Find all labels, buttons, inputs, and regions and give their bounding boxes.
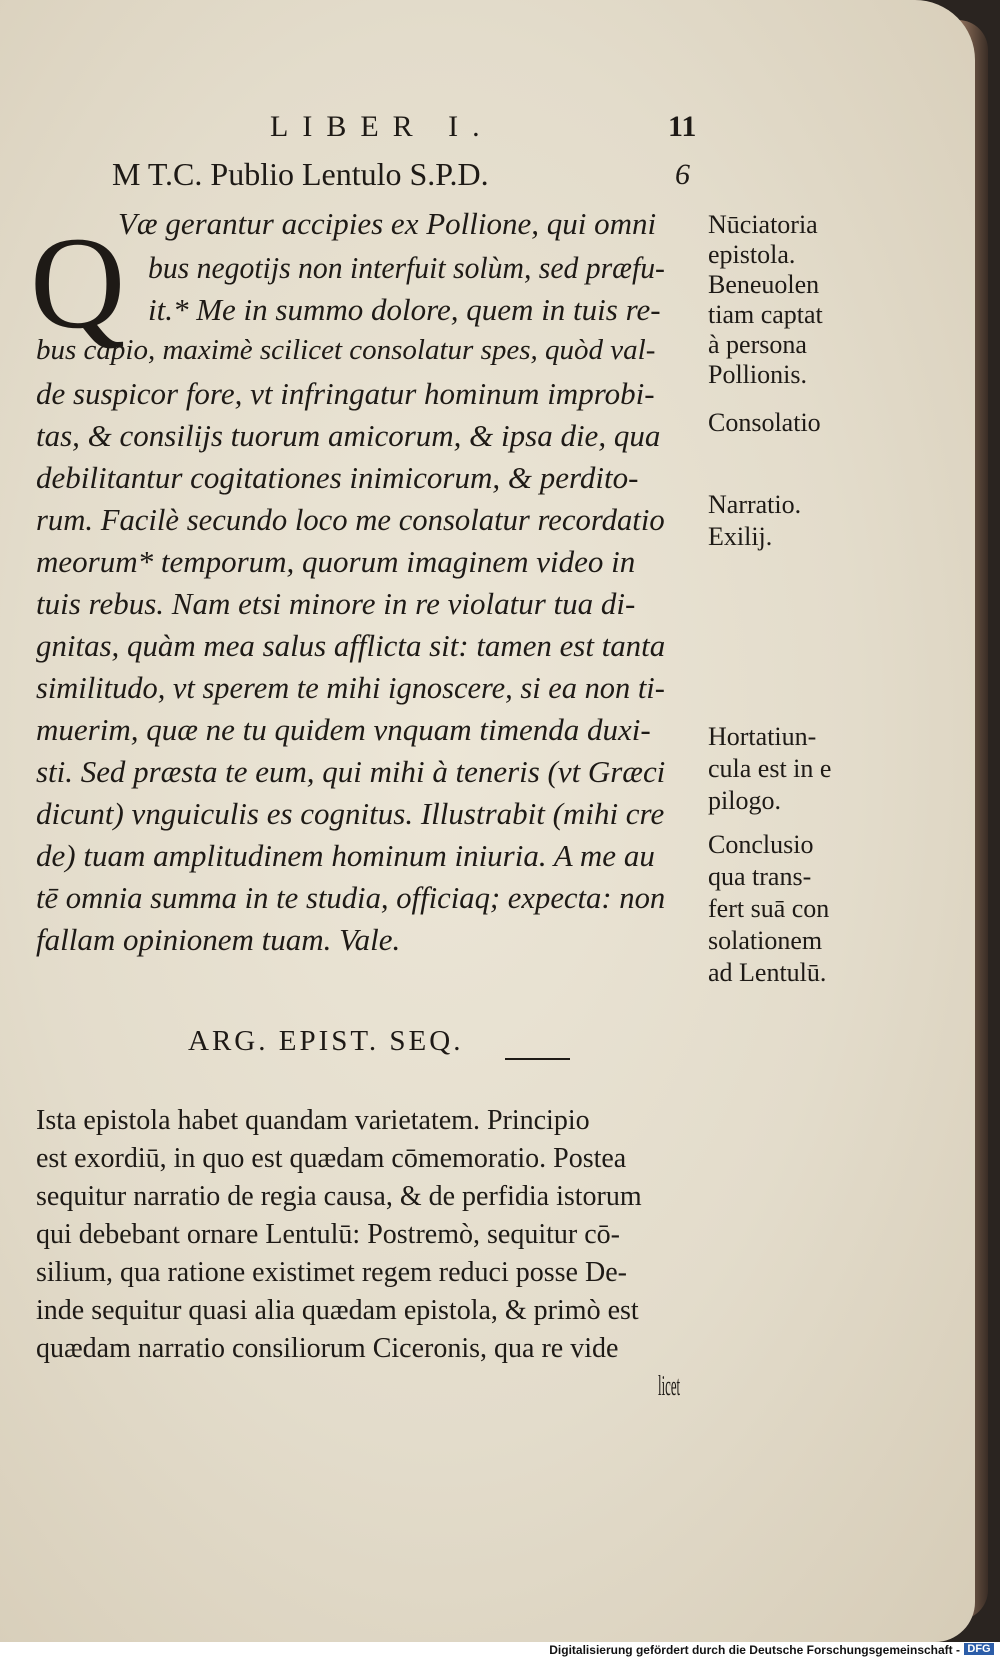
running-head: LIBER I.: [270, 110, 494, 143]
argument-line: Ista epistola habet quandam varietatem. Principio: [36, 1105, 590, 1136]
body-line: gnitas, quàm mea salus afflicta sit: tamen est tanta: [36, 628, 666, 663]
margin-note: solationem: [708, 926, 823, 955]
epistle-number: 6: [675, 158, 690, 191]
argument-heading: ARG. EPIST. SEQ.: [188, 1025, 464, 1057]
catchword: licet: [658, 1371, 681, 1402]
body-line: de suspicor fore, vt infringatur hominum improbi-: [36, 376, 655, 411]
argument-line: sequitur narratio de regia causa, & de perfidia istorum: [36, 1181, 642, 1212]
margin-note: ad Lentulū.: [708, 958, 827, 987]
margin-note: cula est in e: [708, 754, 832, 783]
body-line: sti. Sed præsta te eum, qui mihi à teneris (vt Græci: [36, 754, 666, 789]
body-line: tas, & consilijs tuorum amicorum, & ipsa die, qua: [36, 418, 661, 453]
margin-note: tiam captat: [708, 300, 823, 329]
body-line: bus negotijs non interfuit solùm, sed præfu-: [148, 250, 665, 285]
margin-note: Beneuolen: [708, 270, 820, 299]
margin-note: fert suā con: [708, 894, 830, 923]
margin-note: qua trans-: [708, 862, 812, 891]
argument-line: est exordiū, in quo est quædam cōmemoratio. Postea: [36, 1143, 627, 1174]
folio-number: 11: [668, 110, 697, 143]
margin-note: Consolatio: [708, 408, 821, 437]
margin-note: epistola.: [708, 240, 796, 269]
margin-note: pilogo.: [708, 786, 781, 815]
body-line: Væ gerantur accipies ex Pollione, qui omni: [118, 206, 657, 241]
digitization-credit: Digitalisierung gefördert durch die Deutsche Forschungsgemeinschaft -: [549, 1643, 960, 1657]
epistle-heading: M T.C. Publio Lentulo S.P.D.: [112, 156, 489, 192]
margin-note: Conclusio: [708, 830, 814, 859]
margin-note: Hortatiun-: [708, 722, 817, 751]
body-line: debilitantur cogitationes inimicorum, & perdito-: [36, 460, 639, 495]
margin-note: Exilij.: [708, 522, 773, 551]
margin-note: Nūciatoria: [708, 210, 818, 239]
margin-note: à persona: [708, 330, 807, 359]
drop-cap-initial: Q: [30, 209, 126, 356]
body-line: bus capio, maximè scilicet consolatur spes, quòd val-: [36, 334, 656, 366]
body-line: muerim, quæ ne tu quidem vnquam timenda duxi-: [36, 712, 651, 747]
dfg-logo: DFG: [964, 1643, 994, 1655]
argument-flourish: [505, 1058, 570, 1060]
margin-note: Pollionis.: [708, 360, 807, 389]
body-line: tuis rebus. Nam etsi minore in re violatur tua di-: [36, 586, 636, 621]
body-line: tē omnia summa in te studia, officiaq; expecta: non: [36, 880, 666, 915]
body-line: rum. Facilè secundo loco me consolatur recordatio: [36, 502, 665, 537]
argument-line: qui debebant ornare Lentulū: Postremò, sequitur cō-: [36, 1219, 620, 1250]
body-line: it.* Me in summo dolore, quem in tuis re-: [148, 292, 661, 327]
argument-line: inde sequitur quasi alia quædam epistola, & primò est: [36, 1295, 639, 1326]
body-line: fallam opinionem tuam. Vale.: [36, 922, 401, 957]
margin-note: Narratio.: [708, 490, 802, 519]
argument-line: quædam narratio consiliorum Ciceronis, qua re vide: [36, 1333, 619, 1364]
body-line: dicunt) vnguiculis es cognitus. Illustrabit (mihi cre: [36, 796, 665, 831]
body-line: similitudo, vt sperem te mihi ignoscere, si ea non ti-: [36, 670, 665, 705]
body-line: meorum* temporum, quorum imaginem video in: [36, 544, 636, 579]
argument-line: silium, qua ratione existimet regem reduci posse De-: [36, 1257, 627, 1288]
body-line: de) tuam amplitudinem hominum iniuria. A me au: [36, 838, 655, 873]
